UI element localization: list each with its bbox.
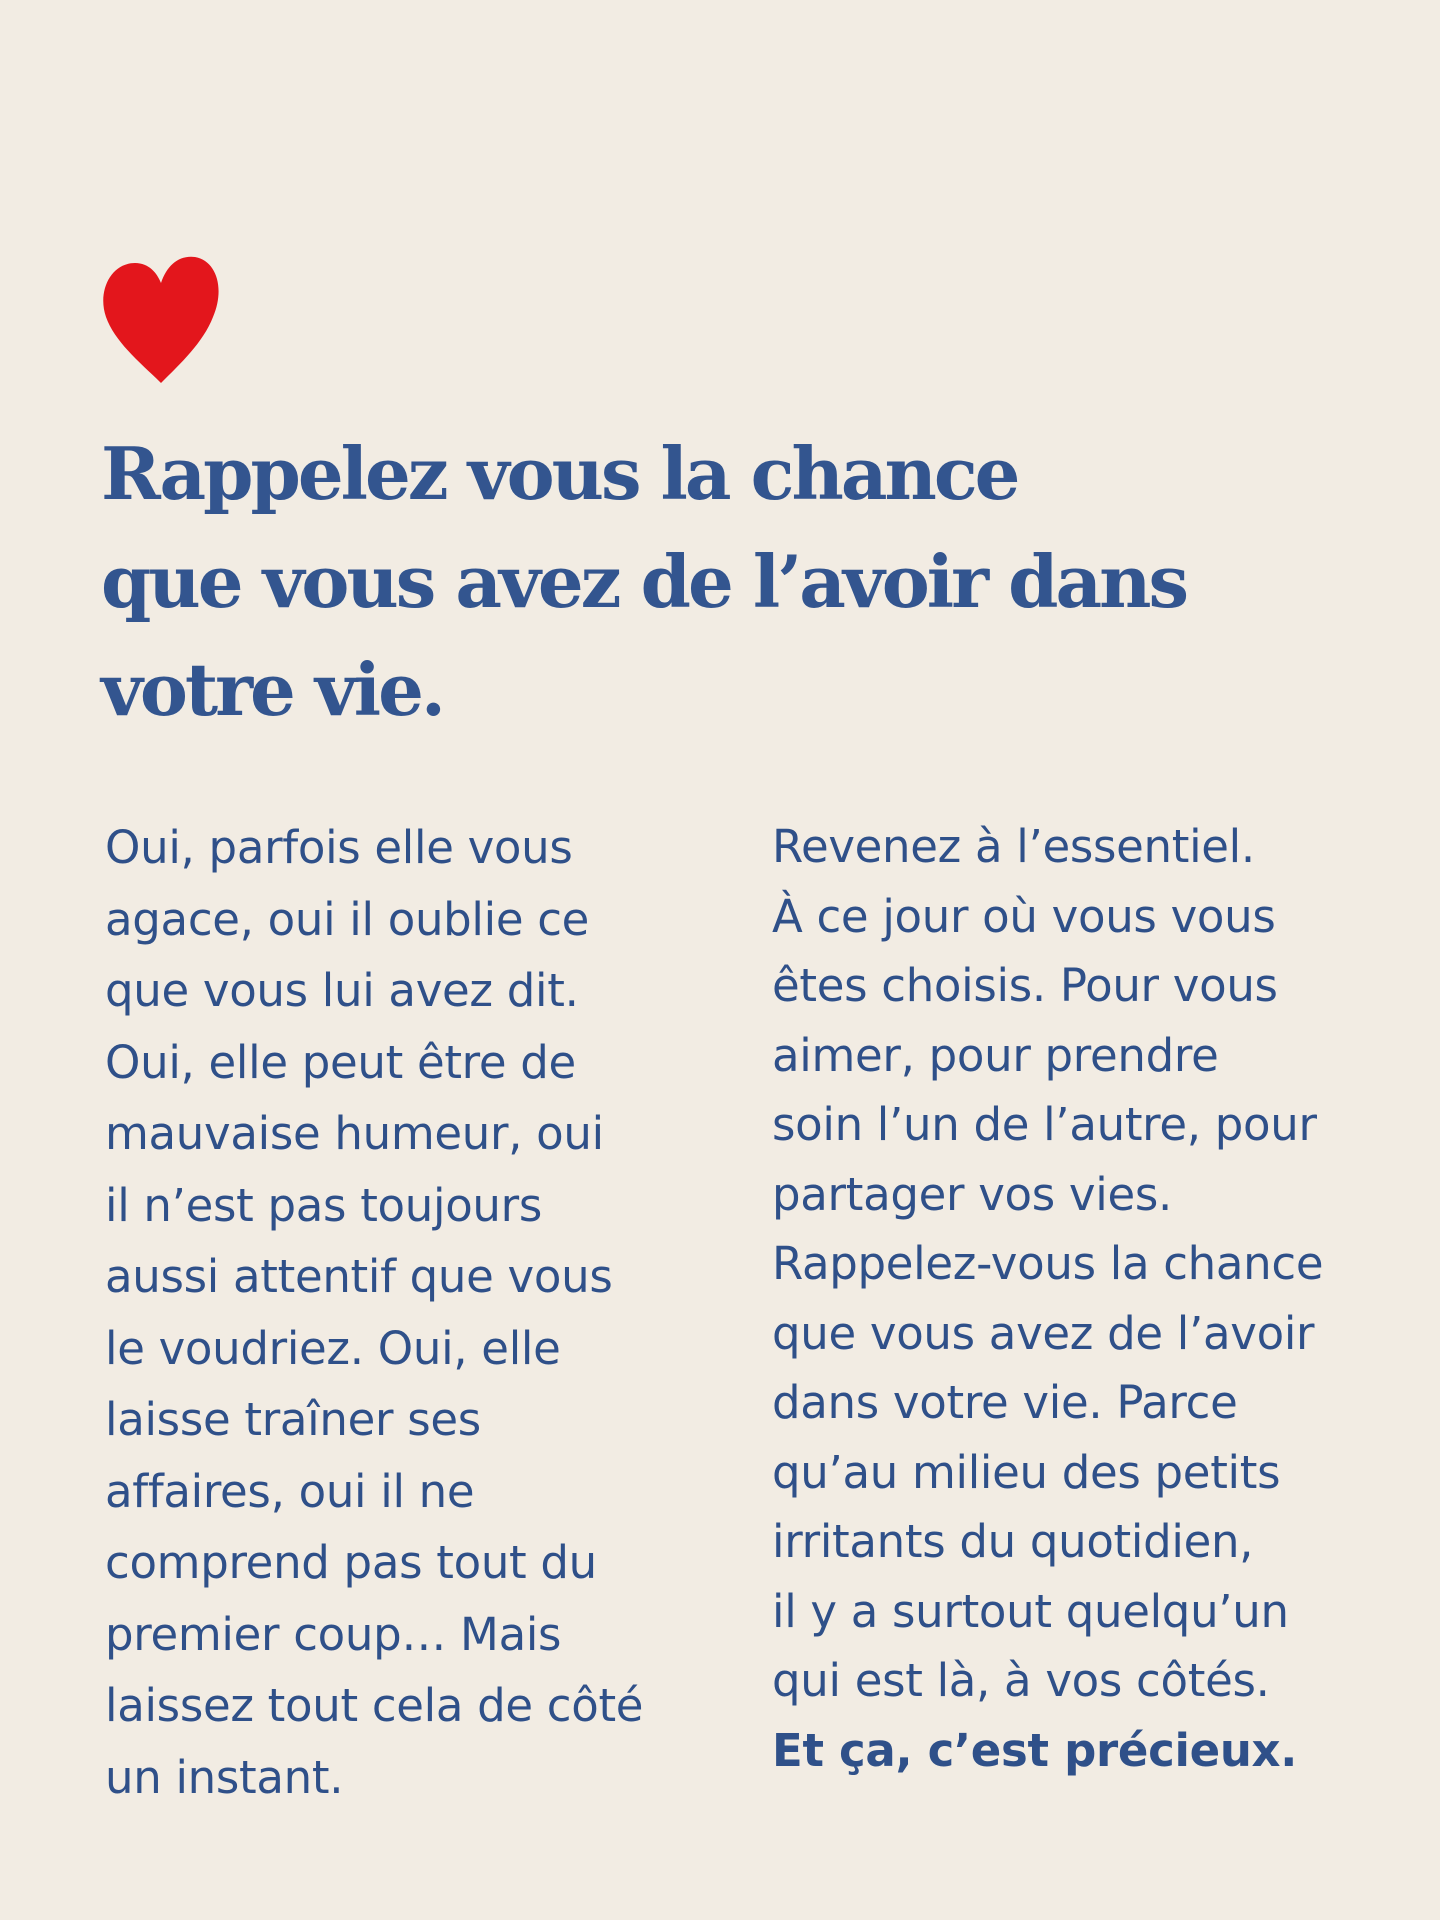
left-column	[105, 812, 705, 1813]
left-column-line: le voudriez. Oui, elle	[105, 1321, 561, 1375]
headline-line: votre vie.	[101, 647, 443, 732]
left-column-line: premier coup… Mais	[105, 1607, 562, 1661]
right-column-line: êtes choisis. Pour vous	[772, 959, 1278, 1012]
right-column-line: dans votre vie. Parce	[772, 1376, 1238, 1429]
right-column-line: À ce jour où vous vous	[772, 889, 1276, 943]
right-column-line: il y a surtout quelqu’un	[772, 1584, 1289, 1638]
left-column-line: aussi attentif que vous	[105, 1250, 613, 1303]
right-column-line: soin l’un de l’autre, pour	[772, 1098, 1317, 1151]
left-column-line: agace, oui il oublie ce	[105, 892, 590, 946]
heart-icon	[101, 255, 221, 385]
left-column-line: affaires, oui il ne	[105, 1464, 475, 1518]
left-column-line: Oui, elle peut être de	[105, 1035, 576, 1089]
left-column-line: comprend pas tout du	[105, 1536, 597, 1589]
headline-line: que vous avez de l’avoir dans	[101, 539, 1187, 624]
left-column-line: laissez tout cela de côté	[105, 1679, 644, 1732]
right-column-line: Rappelez-vous la chance	[772, 1237, 1324, 1290]
right-column-line: qui est là, à vos côtés.	[772, 1654, 1270, 1707]
headline-line: Rappelez vous la chance	[101, 431, 1018, 516]
right-column-line: aimer, pour prendre	[772, 1028, 1219, 1082]
right-column-line: qu’au milieu des petits	[772, 1445, 1281, 1499]
right-column-line: Revenez à l’essentiel.	[772, 820, 1255, 873]
headline	[101, 420, 1341, 744]
left-column-line: laisse traîner ses	[105, 1393, 481, 1446]
right-column-line: partager vos vies.	[772, 1167, 1172, 1221]
right-column	[772, 812, 1392, 1785]
right-column-line: que vous avez de l’avoir	[772, 1306, 1315, 1360]
left-column-line: que vous lui avez dit.	[105, 964, 579, 1017]
left-column-line: mauvaise humeur, oui	[105, 1107, 604, 1160]
left-column-line: un instant.	[105, 1750, 344, 1804]
left-column-line: Oui, parfois elle vous	[105, 821, 573, 874]
left-column-line: il n’est pas toujours	[105, 1178, 542, 1232]
right-column-line: irritants du quotidien,	[772, 1515, 1254, 1568]
closing-emphasis: Et ça, c’est précieux.	[772, 1723, 1298, 1777]
